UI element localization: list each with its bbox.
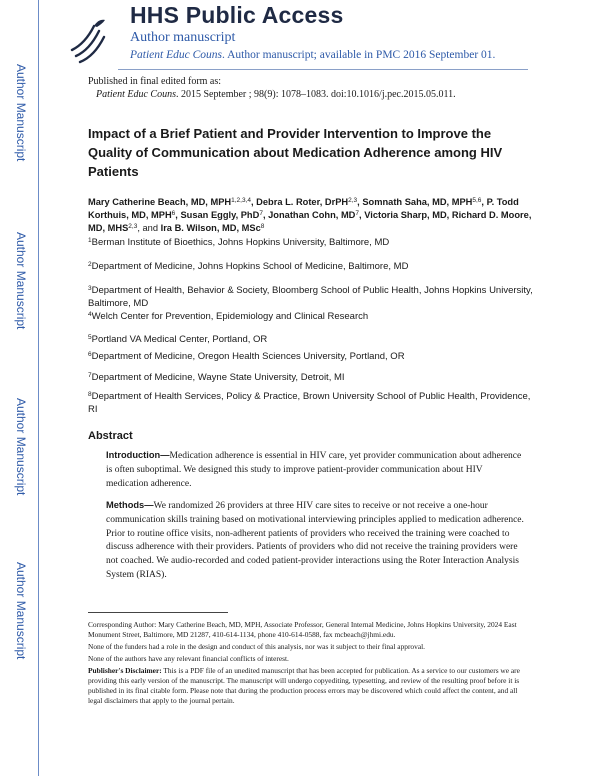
author-conjunction: , and: [137, 222, 161, 233]
abstract-introduction: [106, 449, 526, 491]
author-name: , Susan Eggly, PhD: [175, 209, 260, 220]
hhs-public-access-title: HHS Public Access: [130, 2, 344, 28]
author-affiliation-marker: 2,3: [128, 222, 138, 230]
footnotes: [88, 620, 533, 708]
availability-text: . Author manuscript; available in PMC 2016 September 01.: [222, 49, 496, 61]
side-label-author-manuscript: Author Manuscript: [14, 232, 28, 330]
author-manuscript-subtitle: Author manuscript: [130, 30, 236, 45]
corresponding-author-note: Corresponding Author: Mary Catherine Beach, MD, MPH, Associate Professor, General Internal Medicine, Johns Hopkins University, 2024 East Monument Street, Baltimore, MD 21287, 410-614-1134, phone 410-614-0588, fax mcbeach@jhmi.edu.: [88, 620, 517, 639]
abstract-methods: [106, 499, 526, 583]
author-affiliation-marker: 1,2,3,4: [231, 197, 251, 204]
affiliation-number: 3: [88, 285, 92, 292]
author-affiliation-marker: 6: [171, 209, 176, 217]
introduction-text: Medication adherence is essential in HIV care, yet provider communication about adherence is often suboptimal. We designed this study to improve patient-provider communication about HIV medication adherence.: [106, 451, 522, 489]
methods-label: Methods—: [106, 500, 154, 510]
author-name: Mary Catherine Beach, MD, MPH: [88, 197, 232, 207]
author-name: , Somnath Saha, MD, MPH: [357, 197, 473, 207]
affiliation-item: [88, 260, 533, 273]
affiliation-text: Department of Medicine, Oregon Health Sciences University, Portland, OR: [91, 351, 405, 362]
footnote-divider: [88, 612, 228, 613]
affiliation-item: [88, 236, 533, 249]
affiliation-number: 6: [88, 351, 92, 358]
disclaimer-text: This is a PDF file of an unedited manuscript that has been accepted for publication. As a service to our customers we are providing this early version of the manuscript. The manuscript will undergo copyediting, typesetting, and review of the resulting proof before it is published in its final citable form. Please note that during the production process errors may be discovered which could affect the content, and all legal disclaimers that apply to the journal pertain.: [88, 666, 520, 705]
affiliation-text: Berman Institute of Bioethics, Johns Hopkins University, Baltimore, MD: [91, 237, 390, 248]
affiliation-item: [88, 333, 533, 346]
left-margin-rule: [38, 0, 39, 776]
affiliation-number: 4: [88, 311, 92, 318]
affiliation-text: Department of Health Services, Policy & Practice, Brown University School of Public Health, Providence, RI: [88, 391, 531, 415]
affiliation-number: 2: [88, 261, 92, 268]
header-divider: [118, 69, 528, 70]
side-label-author-manuscript: Author Manuscript: [14, 562, 28, 660]
side-label-author-manuscript: Author Manuscript: [14, 398, 28, 496]
author-affiliation-marker: 5,6: [472, 197, 482, 204]
journal-availability: [130, 49, 495, 61]
affiliation-number: 8: [88, 391, 92, 398]
citation-journal: Patient Educ Couns: [96, 89, 176, 100]
abstract-heading: Abstract: [88, 430, 133, 442]
publisher-disclaimer: [88, 666, 533, 706]
author-name: , Debra L. Roter, DrPH: [251, 197, 349, 207]
paper-title: Impact of a Brief Patient and Provider Intervention to Improve the Quality of Communication about Medication Adherence among HIV Patients: [88, 126, 503, 179]
author-name: , Victoria Sharp, MD, Richard D. Moore, MD, MHS: [88, 209, 532, 233]
affiliation-item: [88, 390, 533, 416]
affiliation-number: 1: [88, 237, 92, 244]
conflicts-note: None of the authors have any relevant financial conflicts of interest.: [88, 654, 289, 663]
introduction-label: Introduction—: [106, 450, 170, 460]
funders-note: None of the funders had a role in the design and conduct of this analysis, nor was it subject to their final approval.: [88, 642, 426, 651]
journal-name: Patient Educ Couns: [130, 49, 222, 61]
affiliation-number: 5: [88, 334, 92, 341]
citation-details: . 2015 September ; 98(9): 1078–1083. doi:10.1016/j.pec.2015.05.011.: [176, 89, 456, 100]
affiliation-text: Welch Center for Prevention, Epidemiology and Clinical Research: [91, 311, 369, 322]
hhs-eagle-logo-icon: [66, 12, 110, 64]
author-affiliation-marker: 7: [259, 209, 263, 217]
affiliation-text: Portland VA Medical Center, Portland, OR: [91, 334, 268, 345]
affiliation-number: 7: [88, 372, 92, 379]
author-list: [88, 196, 533, 234]
affiliation-item: [88, 310, 533, 323]
author-name: , Jonathan Cohn, MD: [262, 209, 356, 220]
citation: [96, 89, 456, 100]
affiliation-item: [88, 350, 533, 363]
side-label-author-manuscript: Author Manuscript: [14, 64, 28, 162]
affiliation-text: Department of Health, Behavior & Society, Bloomberg School of Public Health, Johns Hopkins University, Baltimore, MD: [88, 285, 533, 309]
author-affiliation-marker: 8: [260, 222, 265, 230]
author-affiliation-marker: 7: [355, 209, 360, 217]
author-name: , P. Todd Korthuis, MD, MPH: [88, 197, 519, 220]
affiliation-text: Department of Medicine, Johns Hopkins School of Medicine, Baltimore, MD: [91, 261, 409, 272]
disclaimer-label: Publisher's Disclaimer:: [88, 666, 162, 675]
affiliation-item: [88, 284, 533, 310]
affiliation-item: [88, 371, 533, 384]
affiliation-text: Department of Medicine, Wayne State University, Detroit, MI: [91, 372, 345, 383]
methods-text: We randomized 26 providers at three HIV care sites to receive or not receive a one-hour communication skills training based on motivational interviewing principles applied to medication adherence. Prior to routine office visits, non-adherent patients of providers who received the training were coached to discuss adherence with their providers. Patients of providers who did not receive the training providers were not coached. We audio-recorded and coded patient-provider interactions using the Roter Interaction Analysis System (RIAS).: [106, 501, 524, 580]
published-label: Published in final edited form as:: [88, 76, 222, 87]
author-name: Ira B. Wilson, MD, MSc: [160, 222, 261, 233]
author-affiliation-marker: 2,3: [348, 197, 358, 204]
